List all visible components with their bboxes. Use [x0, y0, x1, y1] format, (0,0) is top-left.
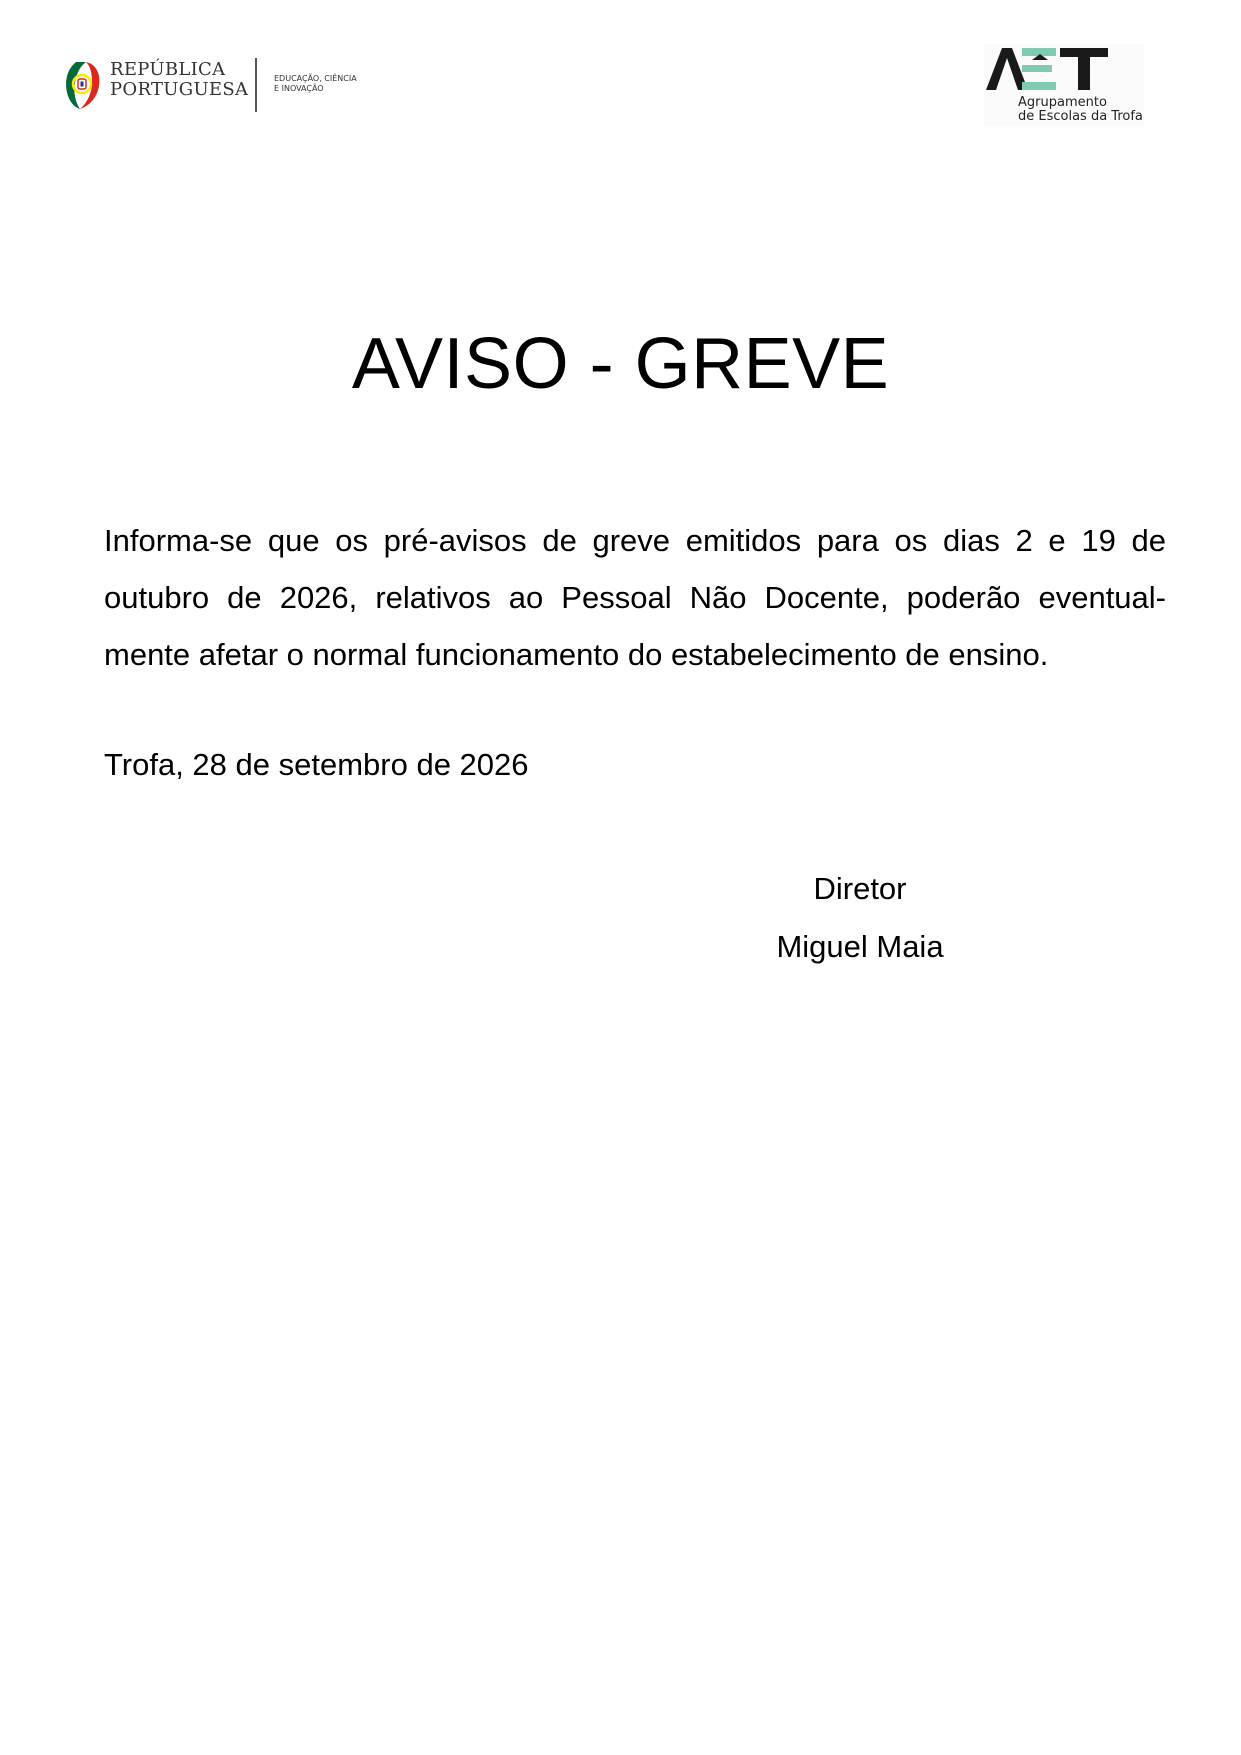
school-name	[1018, 96, 1143, 124]
page-title: AVISO - GREVE	[351, 324, 890, 404]
ministry-line2: E INOVAÇÃO	[274, 84, 324, 93]
notice-line: Informa-se que os pré-avisos de greve emitidos para os dias 2 e 19 de	[104, 523, 1166, 558]
gov-name-line2: PORTUGUESA	[110, 79, 249, 100]
gov-name	[110, 60, 248, 100]
place-date: Trofa, 28 de setembro de 2026	[104, 747, 529, 782]
signature-block	[760, 860, 960, 976]
notice-line: mente afetar o normal funcionamento do estabelecimento de ensino.	[104, 637, 1049, 672]
school-logo	[984, 44, 1144, 126]
signature-role: Diretor	[813, 871, 907, 906]
notice-paragraph	[104, 512, 1166, 683]
notice-line: outubro de 2026, relativos ao Pessoal Não Docente, poderão eventual-	[104, 580, 1166, 615]
signature-name: Miguel Maia	[776, 929, 944, 964]
logo-divider	[255, 58, 257, 112]
portuguese-emblem-icon	[62, 60, 102, 110]
republica-portuguesa-logo	[62, 56, 382, 116]
ministry-line1: EDUCAÇÃO, CIÊNCIA	[274, 74, 357, 83]
gov-name-line1: REPÚBLICA	[110, 59, 226, 80]
aet-logo-mark	[984, 44, 1112, 92]
school-name-line1: Agrupamento	[1018, 95, 1107, 110]
ministry-name	[274, 74, 357, 94]
school-name-line2: de Escolas da Trofa	[1018, 109, 1143, 124]
